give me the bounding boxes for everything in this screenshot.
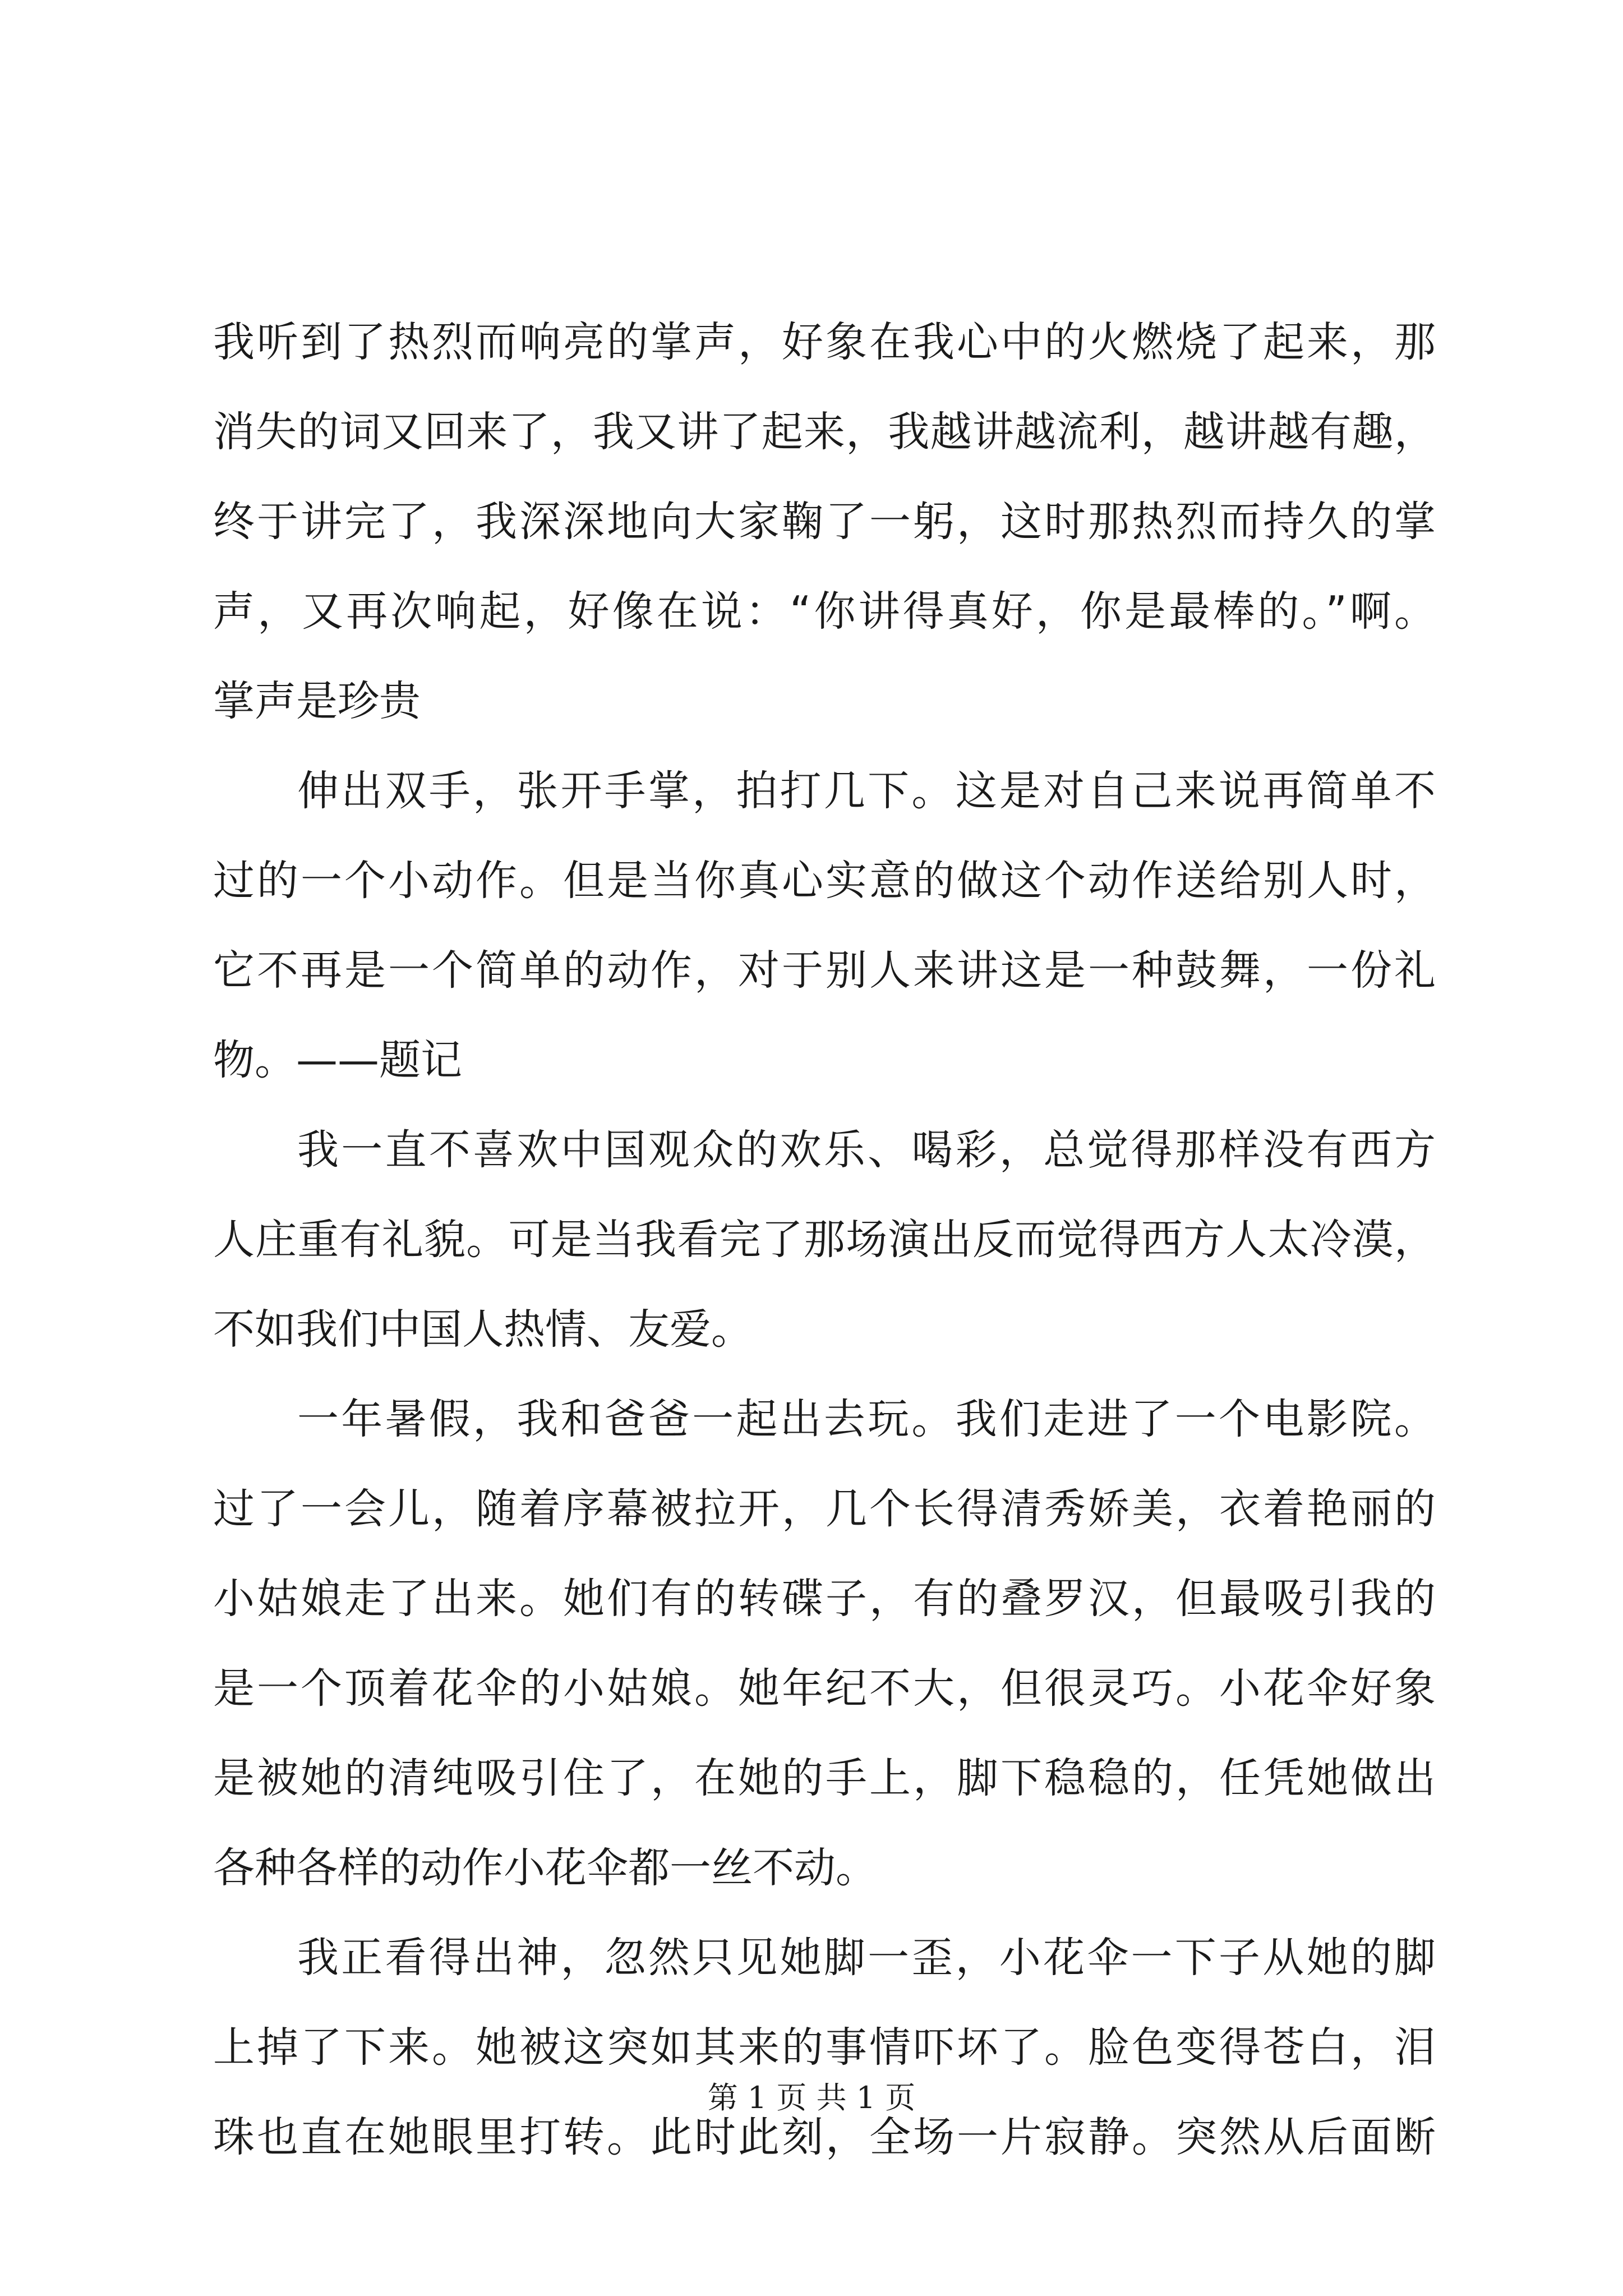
text-line: 是一个顶着花伞的小姑娘。她年纪不大，但很灵巧。小花伞好象 — [213, 1664, 1436, 1713]
text-line: 是被她的清纯吸引住了，在她的手上，脚下稳稳的，任凭她做出 — [213, 1754, 1436, 1802]
text-line: 声，又再次响起，好像在说：“你讲得真好，你是最棒的。”啊。 — [213, 587, 1436, 636]
text-line: 不如我们中国人热情、友爱。 — [213, 1305, 753, 1354]
text-line: 各种各样的动作小花伞都一丝不动。 — [213, 1844, 877, 1892]
text-line: 终于讲完了，我深深地向大家鞠了一躬，这时那热烈而持久的掌 — [213, 498, 1436, 546]
text-line: 过了一会儿，随着序幕被拉开，几个长得清秀娇美，衣着艳丽的 — [213, 1485, 1436, 1533]
text-line: 珠也直在她眼里打转。此时此刻，全场一片寂静。突然从后面断 — [213, 2113, 1436, 2161]
document-body — [213, 297, 1436, 2182]
text-line: 消失的词又回来了，我又讲了起来，我越讲越流利，越讲越有趣， — [213, 408, 1436, 456]
text-line: 掌声是珍贵 — [213, 677, 421, 725]
text-line: 人庄重有礼貌。可是当我看完了那场演出反而觉得西方人太冷漠， — [213, 1216, 1436, 1264]
text-line: 我听到了热烈而响亮的掌声，好象在我心中的火燃烧了起来，那 — [213, 318, 1436, 366]
text-line: 小姑娘走了出来。她们有的转碟子，有的叠罗汉，但最吸引我的 — [213, 1575, 1436, 1623]
text-line: 物。——题记 — [213, 1036, 462, 1084]
text-line: 过的一个小动作。但是当你真心实意的做这个动作送给别人时， — [213, 857, 1436, 905]
page-footer: 第 1 页 共 1 页 — [707, 2080, 916, 2115]
text-line: 我正看得出神，忽然只见她脚一歪，小花伞一下子从她的脚 — [297, 1934, 1436, 1982]
text-line: 它不再是一个简单的动作，对于别人来讲这是一种鼓舞，一份礼 — [213, 946, 1436, 995]
text-line: 伸出双手，张开手掌，拍打几下。这是对自己来说再简单不 — [297, 767, 1436, 815]
text-line: 一年暑假，我和爸爸一起出去玩。我们走进了一个电影院。 — [297, 1395, 1436, 1443]
text-line: 我一直不喜欢中国观众的欢乐、喝彩，总觉得那样没有西方 — [297, 1126, 1436, 1174]
text-line: 上掉了下来。她被这突如其来的事情吓坏了。脸色变得苍白，泪 — [213, 2023, 1436, 2072]
